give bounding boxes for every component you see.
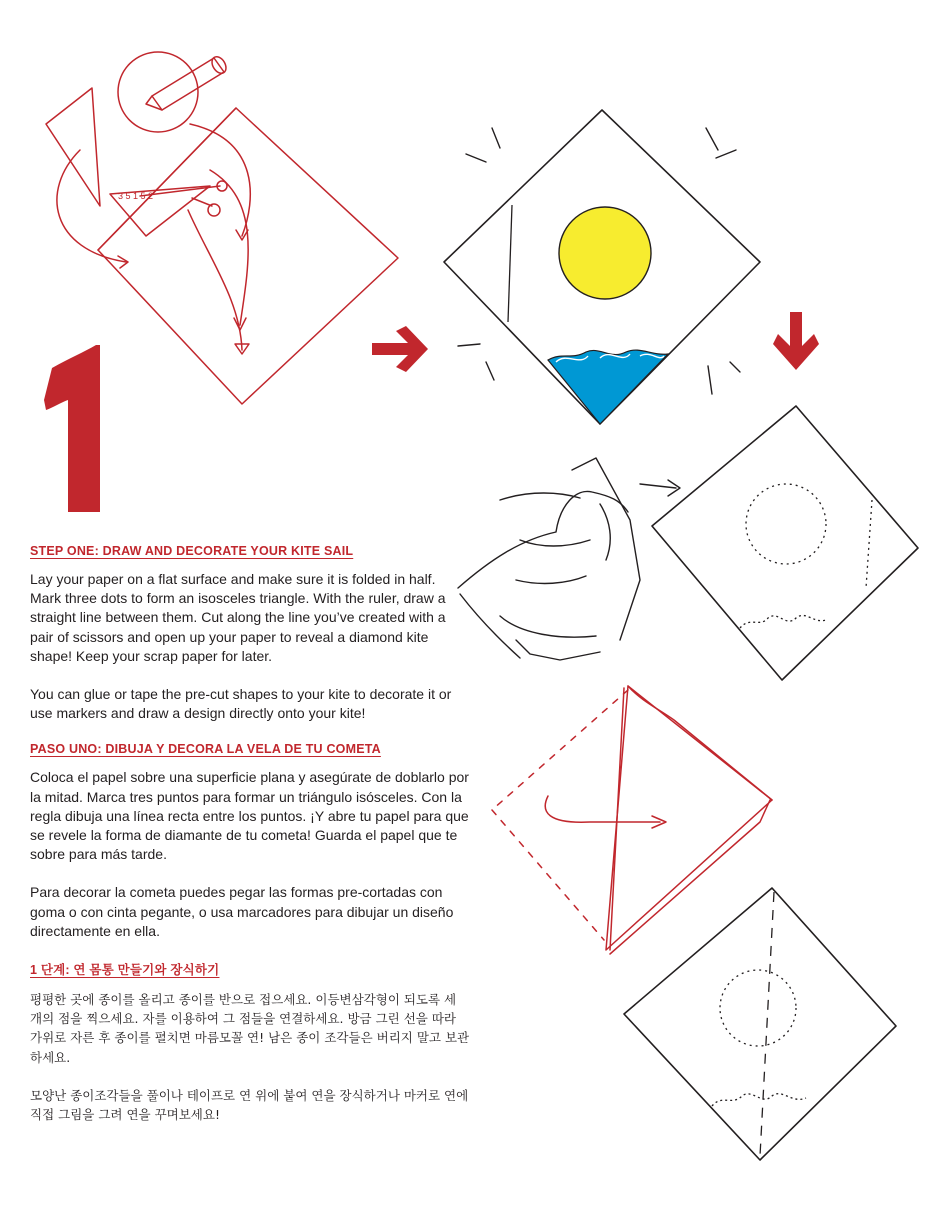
pencil-icon xyxy=(146,54,229,110)
folded-triangle-drawing xyxy=(492,686,772,954)
korean-heading: 1 단계: 연 몸통 만들기와 장식하기 xyxy=(30,963,220,978)
korean-paragraph-1: 평평한 곳에 종이를 올리고 종이를 반으로 접으세요. 이등변삼각형이 되도록 세 개의 점을 찍으세요. 자를 이용하여 그 점들을 연결하세요. 방금 그린 선을 따라 가위로 자른 후 종이를 펼치면 마름모꼴 연! 남은 종이 조각들은 버리지 말고 보관하세요. xyxy=(30,992,470,1065)
hand-folding-drawing xyxy=(458,458,680,660)
instructions-text xyxy=(30,544,470,1143)
arrow-right-icon xyxy=(372,326,428,372)
ruler-marks: 3 5 1 5 2 xyxy=(118,191,154,201)
dotted-diamond-drawing xyxy=(652,406,918,680)
decorated-diamond-drawing xyxy=(444,110,760,424)
english-paragraph-2: You can glue or tape the pre-cut shapes to your kite to decorate it or use markers and draw a design directly onto your kite! xyxy=(30,686,452,722)
korean-section xyxy=(30,960,470,1124)
english-heading: STEP ONE: DRAW AND DECORATE YOUR KITE SAIL xyxy=(30,544,354,558)
english-paragraph-1: Lay your paper on a flat surface and make sure it is folded in half. Mark three dots to form an isosceles triangle. With the ruler, draw a straight line between them. Cut along the line you’ve created with a pair of scissors and open up your paper to reveal a diamond kite shape! Keep your scrap paper for later. xyxy=(30,571,446,664)
waves-icon xyxy=(548,350,668,424)
english-section xyxy=(30,544,470,723)
step-number-one xyxy=(44,345,100,512)
spanish-paragraph-1: Coloca el papel sobre una superficie plana y asegúrate de doblarlo por la mitad. Marca tres puntos para formar un triángulo isósceles. Con la regla dibuja una línea recta entre los puntos. ¡Y abre tu papel para que se revele la forma de diamante de tu cometa! Guarda el papel que te sobre para más tarde. xyxy=(30,769,469,863)
spanish-section xyxy=(30,742,470,941)
scissors-icon xyxy=(140,181,227,216)
arrow-down-icon xyxy=(773,312,819,370)
korean-paragraph-2: 모양난 종이조각들을 풀이나 테이프로 연 위에 붙여 연을 장식하거나 마커로 연에 직접 그림을 그려 연을 꾸며보세요! xyxy=(30,1087,469,1123)
spanish-heading: PASO UNO: DIBUJA Y DECORA LA VELA DE TU COMETA xyxy=(30,742,381,757)
final-diamond-drawing xyxy=(624,888,896,1160)
spanish-paragraph-2: Para decorar la cometa puedes pegar las formas pre-cortadas con goma o con cinta pegante, o usa marcadores para dibujar un diseño directamente en ella. xyxy=(30,884,454,939)
sun-icon xyxy=(559,207,651,299)
